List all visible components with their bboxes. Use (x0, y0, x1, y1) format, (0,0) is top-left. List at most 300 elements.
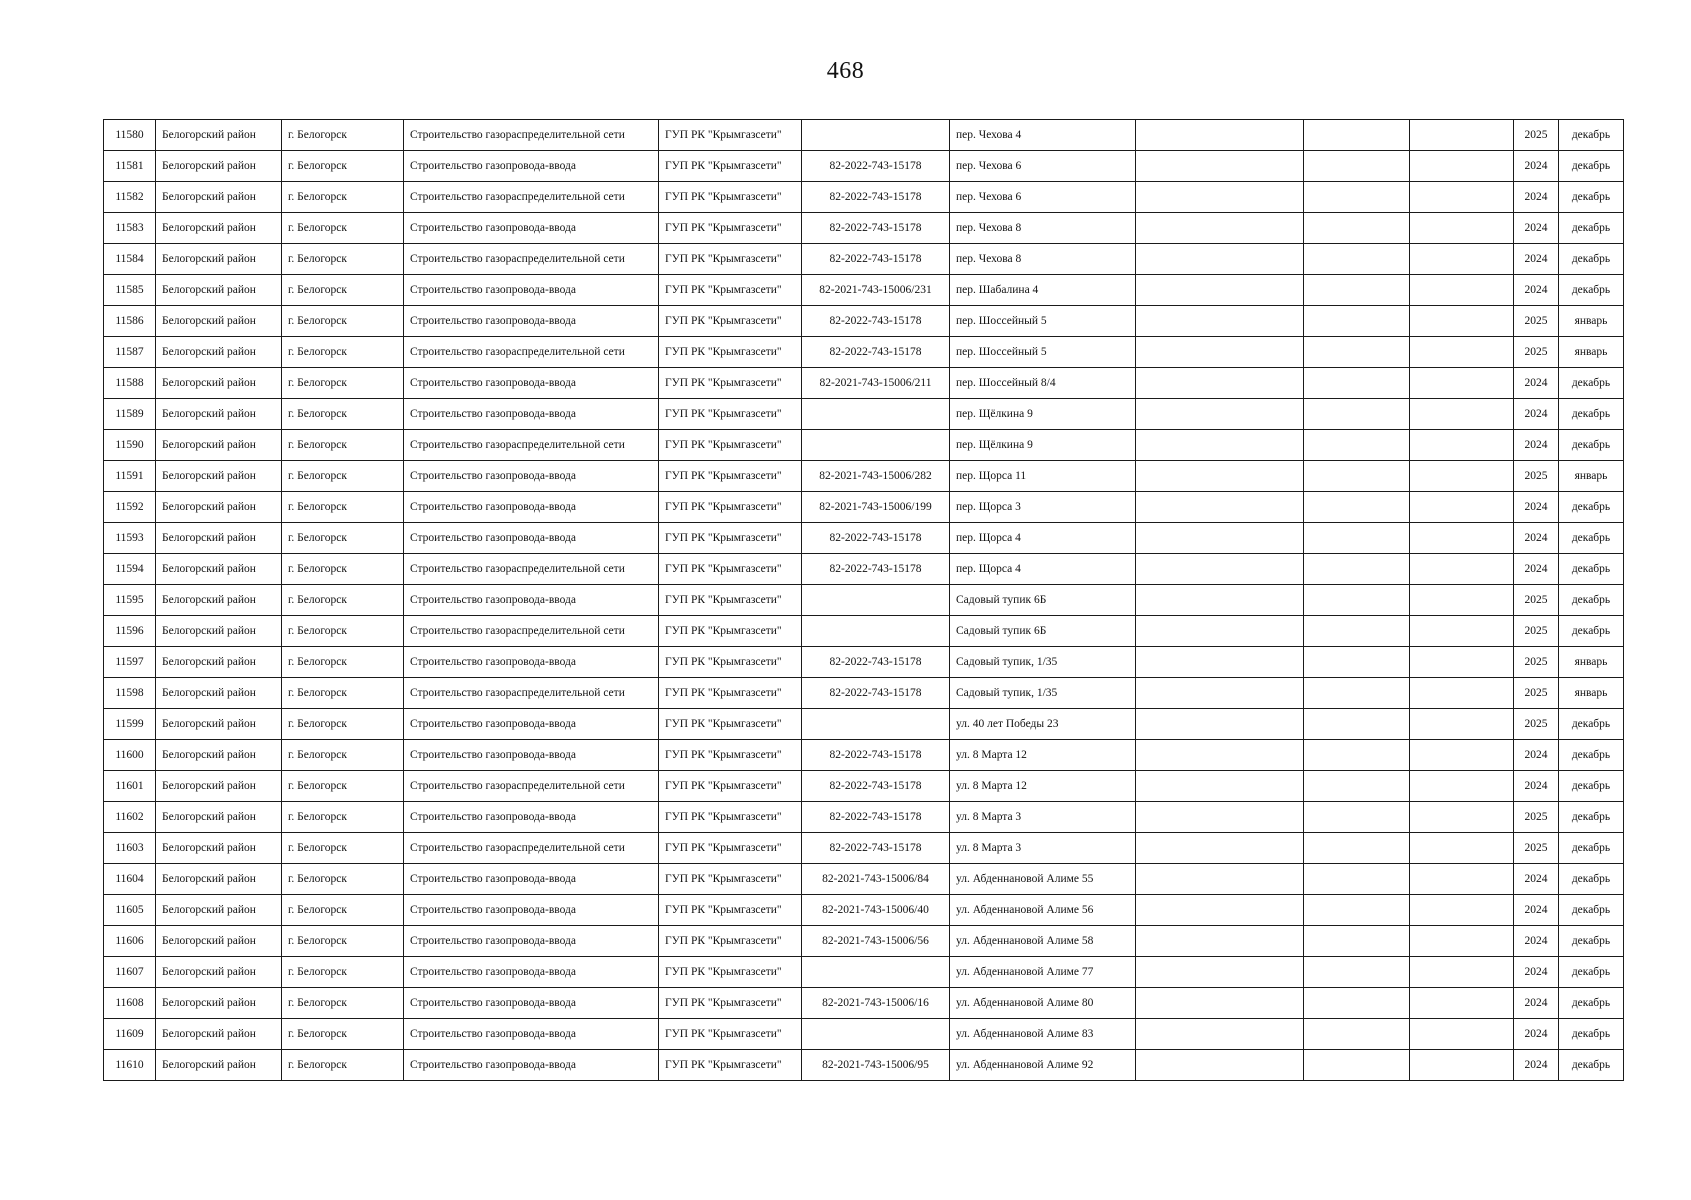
organization-cell: ГУП РК "Крымгазсети" (659, 244, 802, 275)
permit-number-cell: 82-2021-743-15006/282 (802, 461, 950, 492)
record-number-cell: 11603 (104, 833, 156, 864)
organization-cell: ГУП РК "Крымгазсети" (659, 1019, 802, 1050)
table-row (104, 151, 1624, 182)
blank-cell-3 (1410, 182, 1514, 213)
city-cell: г. Белогорск (282, 244, 404, 275)
address-cell: пер. Чехова 6 (950, 151, 1136, 182)
blank-cell-1 (1136, 864, 1304, 895)
address-cell: пер. Щёлкина 9 (950, 430, 1136, 461)
month-cell: декабрь (1559, 213, 1624, 244)
blank-cell-2 (1304, 895, 1410, 926)
address-cell: ул. 8 Марта 3 (950, 833, 1136, 864)
blank-cell-2 (1304, 585, 1410, 616)
district-cell: Белогорский район (156, 740, 282, 771)
work-type-cell: Строительство газораспределительной сети (404, 182, 659, 213)
table-row (104, 368, 1624, 399)
table-row (104, 740, 1624, 771)
permit-number-cell (802, 616, 950, 647)
permit-number-cell: 82-2022-743-15178 (802, 151, 950, 182)
district-cell: Белогорский район (156, 1050, 282, 1081)
city-cell: г. Белогорск (282, 709, 404, 740)
work-type-cell: Строительство газопровода-ввода (404, 523, 659, 554)
work-type-cell: Строительство газопровода-ввода (404, 1050, 659, 1081)
blank-cell-3 (1410, 275, 1514, 306)
record-number-cell: 11590 (104, 430, 156, 461)
address-cell: ул. 8 Марта 3 (950, 802, 1136, 833)
blank-cell-2 (1304, 833, 1410, 864)
district-cell: Белогорский район (156, 864, 282, 895)
organization-cell: ГУП РК "Крымгазсети" (659, 771, 802, 802)
address-cell: Садовый тупик 6Б (950, 616, 1136, 647)
blank-cell-2 (1304, 616, 1410, 647)
district-cell: Белогорский район (156, 895, 282, 926)
work-type-cell: Строительство газораспределительной сети (404, 244, 659, 275)
record-number-cell: 11604 (104, 864, 156, 895)
blank-cell-3 (1410, 771, 1514, 802)
record-number-cell: 11594 (104, 554, 156, 585)
table-row (104, 182, 1624, 213)
district-cell: Белогорский район (156, 430, 282, 461)
district-cell: Белогорский район (156, 182, 282, 213)
organization-cell: ГУП РК "Крымгазсети" (659, 275, 802, 306)
record-number-cell: 11586 (104, 306, 156, 337)
blank-cell-2 (1304, 461, 1410, 492)
blank-cell-2 (1304, 802, 1410, 833)
blank-cell-2 (1304, 275, 1410, 306)
table-row (104, 864, 1624, 895)
blank-cell-1 (1136, 926, 1304, 957)
record-number-cell: 11595 (104, 585, 156, 616)
permit-number-cell: 82-2022-743-15178 (802, 740, 950, 771)
city-cell: г. Белогорск (282, 1019, 404, 1050)
blank-cell-1 (1136, 709, 1304, 740)
record-number-cell: 11592 (104, 492, 156, 523)
organization-cell: ГУП РК "Крымгазсети" (659, 554, 802, 585)
city-cell: г. Белогорск (282, 647, 404, 678)
permit-number-cell: 82-2022-743-15178 (802, 213, 950, 244)
permit-number-cell: 82-2021-743-15006/211 (802, 368, 950, 399)
month-cell: декабрь (1559, 616, 1624, 647)
blank-cell-1 (1136, 585, 1304, 616)
table-row (104, 988, 1624, 1019)
city-cell: г. Белогорск (282, 926, 404, 957)
address-cell: ул. Абденнановой Алиме 56 (950, 895, 1136, 926)
blank-cell-3 (1410, 430, 1514, 461)
district-cell: Белогорский район (156, 151, 282, 182)
record-number-cell: 11584 (104, 244, 156, 275)
month-cell: декабрь (1559, 399, 1624, 430)
blank-cell-3 (1410, 1019, 1514, 1050)
work-type-cell: Строительство газораспределительной сети (404, 616, 659, 647)
table-row (104, 430, 1624, 461)
city-cell: г. Белогорск (282, 523, 404, 554)
table-row (104, 709, 1624, 740)
district-cell: Белогорский район (156, 678, 282, 709)
permit-number-cell: 82-2022-743-15178 (802, 337, 950, 368)
work-type-cell: Строительство газопровода-ввода (404, 461, 659, 492)
table-row (104, 306, 1624, 337)
organization-cell: ГУП РК "Крымгазсети" (659, 213, 802, 244)
month-cell: декабрь (1559, 833, 1624, 864)
district-cell: Белогорский район (156, 461, 282, 492)
year-cell: 2025 (1514, 647, 1559, 678)
month-cell: декабрь (1559, 430, 1624, 461)
city-cell: г. Белогорск (282, 492, 404, 523)
year-cell: 2025 (1514, 461, 1559, 492)
blank-cell-2 (1304, 213, 1410, 244)
year-cell: 2024 (1514, 957, 1559, 988)
address-cell: пер. Шабалина 4 (950, 275, 1136, 306)
month-cell: декабрь (1559, 864, 1624, 895)
table-row (104, 957, 1624, 988)
blank-cell-3 (1410, 244, 1514, 275)
organization-cell: ГУП РК "Крымгазсети" (659, 461, 802, 492)
month-cell: декабрь (1559, 585, 1624, 616)
address-cell: пер. Щёлкина 9 (950, 399, 1136, 430)
year-cell: 2024 (1514, 523, 1559, 554)
blank-cell-3 (1410, 647, 1514, 678)
record-number-cell: 11598 (104, 678, 156, 709)
blank-cell-1 (1136, 647, 1304, 678)
table-row (104, 895, 1624, 926)
table-row (104, 1019, 1624, 1050)
work-type-cell: Строительство газораспределительной сети (404, 430, 659, 461)
table-row (104, 523, 1624, 554)
permit-number-cell: 82-2022-743-15178 (802, 647, 950, 678)
district-cell: Белогорский район (156, 616, 282, 647)
city-cell: г. Белогорск (282, 771, 404, 802)
address-cell: Садовый тупик 6Б (950, 585, 1136, 616)
month-cell: январь (1559, 461, 1624, 492)
district-cell: Белогорский район (156, 647, 282, 678)
table-row (104, 492, 1624, 523)
district-cell: Белогорский район (156, 399, 282, 430)
organization-cell: ГУП РК "Крымгазсети" (659, 430, 802, 461)
blank-cell-2 (1304, 182, 1410, 213)
month-cell: декабрь (1559, 275, 1624, 306)
address-cell: Садовый тупик, 1/35 (950, 647, 1136, 678)
blank-cell-3 (1410, 988, 1514, 1019)
district-cell: Белогорский район (156, 833, 282, 864)
year-cell: 2024 (1514, 554, 1559, 585)
month-cell: декабрь (1559, 1050, 1624, 1081)
page-number: 468 (826, 58, 865, 84)
blank-cell-1 (1136, 244, 1304, 275)
district-cell: Белогорский район (156, 957, 282, 988)
record-number-cell: 11609 (104, 1019, 156, 1050)
blank-cell-1 (1136, 275, 1304, 306)
work-type-cell: Строительство газораспределительной сети (404, 554, 659, 585)
year-cell: 2025 (1514, 616, 1559, 647)
blank-cell-2 (1304, 306, 1410, 337)
blank-cell-1 (1136, 988, 1304, 1019)
work-type-cell: Строительство газопровода-ввода (404, 864, 659, 895)
address-cell: Садовый тупик, 1/35 (950, 678, 1136, 709)
address-cell: ул. Абденнановой Алиме 58 (950, 926, 1136, 957)
work-type-cell: Строительство газопровода-ввода (404, 895, 659, 926)
table-row (104, 399, 1624, 430)
month-cell: декабрь (1559, 1019, 1624, 1050)
blank-cell-1 (1136, 368, 1304, 399)
table-row (104, 771, 1624, 802)
table-row (104, 244, 1624, 275)
month-cell: декабрь (1559, 740, 1624, 771)
organization-cell: ГУП РК "Крымгазсети" (659, 616, 802, 647)
blank-cell-1 (1136, 337, 1304, 368)
blank-cell-2 (1304, 244, 1410, 275)
organization-cell: ГУП РК "Крымгазсети" (659, 399, 802, 430)
organization-cell: ГУП РК "Крымгазсети" (659, 647, 802, 678)
record-number-cell: 11580 (104, 120, 156, 151)
organization-cell: ГУП РК "Крымгазсети" (659, 151, 802, 182)
blank-cell-3 (1410, 523, 1514, 554)
month-cell: декабрь (1559, 709, 1624, 740)
address-cell: пер. Щорса 3 (950, 492, 1136, 523)
organization-cell: ГУП РК "Крымгазсети" (659, 585, 802, 616)
city-cell: г. Белогорск (282, 895, 404, 926)
blank-cell-1 (1136, 1019, 1304, 1050)
district-cell: Белогорский район (156, 926, 282, 957)
blank-cell-1 (1136, 523, 1304, 554)
year-cell: 2024 (1514, 864, 1559, 895)
blank-cell-2 (1304, 492, 1410, 523)
blank-cell-2 (1304, 120, 1410, 151)
district-cell: Белогорский район (156, 492, 282, 523)
blank-cell-3 (1410, 492, 1514, 523)
permit-number-cell: 82-2022-743-15178 (802, 802, 950, 833)
organization-cell: ГУП РК "Крымгазсети" (659, 120, 802, 151)
month-cell: декабрь (1559, 802, 1624, 833)
record-number-cell: 11593 (104, 523, 156, 554)
record-number-cell: 11599 (104, 709, 156, 740)
city-cell: г. Белогорск (282, 399, 404, 430)
month-cell: декабрь (1559, 523, 1624, 554)
address-cell: ул. 8 Марта 12 (950, 740, 1136, 771)
table-row (104, 461, 1624, 492)
month-cell: декабрь (1559, 151, 1624, 182)
city-cell: г. Белогорск (282, 306, 404, 337)
permit-number-cell: 82-2022-743-15178 (802, 182, 950, 213)
district-cell: Белогорский район (156, 1019, 282, 1050)
organization-cell: ГУП РК "Крымгазсети" (659, 864, 802, 895)
address-cell: ул. Абденнановой Алиме 83 (950, 1019, 1136, 1050)
work-type-cell: Строительство газораспределительной сети (404, 678, 659, 709)
registry-body (104, 120, 1624, 1081)
table-row (104, 926, 1624, 957)
address-cell: пер. Щорса 11 (950, 461, 1136, 492)
work-type-cell: Строительство газопровода-ввода (404, 368, 659, 399)
organization-cell: ГУП РК "Крымгазсети" (659, 678, 802, 709)
permit-number-cell: 82-2021-743-15006/16 (802, 988, 950, 1019)
organization-cell: ГУП РК "Крымгазсети" (659, 895, 802, 926)
blank-cell-2 (1304, 151, 1410, 182)
blank-cell-3 (1410, 1050, 1514, 1081)
permit-number-cell: 82-2021-743-15006/56 (802, 926, 950, 957)
blank-cell-1 (1136, 895, 1304, 926)
district-cell: Белогорский район (156, 771, 282, 802)
blank-cell-3 (1410, 740, 1514, 771)
table-row (104, 802, 1624, 833)
month-cell: январь (1559, 678, 1624, 709)
blank-cell-3 (1410, 120, 1514, 151)
blank-cell-1 (1136, 151, 1304, 182)
blank-cell-2 (1304, 399, 1410, 430)
district-cell: Белогорский район (156, 554, 282, 585)
city-cell: г. Белогорск (282, 678, 404, 709)
address-cell: пер. Чехова 6 (950, 182, 1136, 213)
blank-cell-3 (1410, 306, 1514, 337)
table-row (104, 213, 1624, 244)
district-cell: Белогорский район (156, 244, 282, 275)
year-cell: 2024 (1514, 988, 1559, 1019)
blank-cell-2 (1304, 430, 1410, 461)
address-cell: пер. Щорса 4 (950, 523, 1136, 554)
work-type-cell: Строительство газопровода-ввода (404, 151, 659, 182)
organization-cell: ГУП РК "Крымгазсети" (659, 182, 802, 213)
address-cell: ул. Абденнановой Алиме 92 (950, 1050, 1136, 1081)
year-cell: 2025 (1514, 802, 1559, 833)
blank-cell-1 (1136, 120, 1304, 151)
year-cell: 2024 (1514, 182, 1559, 213)
table-row (104, 120, 1624, 151)
blank-cell-3 (1410, 337, 1514, 368)
record-number-cell: 11596 (104, 616, 156, 647)
address-cell: пер. Шоссейный 5 (950, 337, 1136, 368)
city-cell: г. Белогорск (282, 430, 404, 461)
record-number-cell: 11601 (104, 771, 156, 802)
record-number-cell: 11600 (104, 740, 156, 771)
city-cell: г. Белогорск (282, 740, 404, 771)
district-cell: Белогорский район (156, 988, 282, 1019)
permit-number-cell: 82-2021-743-15006/231 (802, 275, 950, 306)
year-cell: 2024 (1514, 151, 1559, 182)
record-number-cell: 11588 (104, 368, 156, 399)
table-row (104, 647, 1624, 678)
blank-cell-1 (1136, 771, 1304, 802)
organization-cell: ГУП РК "Крымгазсети" (659, 368, 802, 399)
permit-number-cell (802, 585, 950, 616)
blank-cell-3 (1410, 616, 1514, 647)
address-cell: ул. Абденнановой Алиме 80 (950, 988, 1136, 1019)
month-cell: январь (1559, 306, 1624, 337)
blank-cell-1 (1136, 833, 1304, 864)
permit-number-cell: 82-2022-743-15178 (802, 523, 950, 554)
year-cell: 2025 (1514, 709, 1559, 740)
address-cell: ул. 40 лет Победы 23 (950, 709, 1136, 740)
permit-number-cell: 82-2022-743-15178 (802, 678, 950, 709)
blank-cell-3 (1410, 802, 1514, 833)
city-cell: г. Белогорск (282, 864, 404, 895)
blank-cell-2 (1304, 1019, 1410, 1050)
month-cell: декабрь (1559, 895, 1624, 926)
month-cell: декабрь (1559, 926, 1624, 957)
address-cell: пер. Чехова 8 (950, 244, 1136, 275)
year-cell: 2025 (1514, 337, 1559, 368)
month-cell: декабрь (1559, 492, 1624, 523)
table-row (104, 833, 1624, 864)
district-cell: Белогорский район (156, 337, 282, 368)
blank-cell-1 (1136, 306, 1304, 337)
blank-cell-3 (1410, 399, 1514, 430)
organization-cell: ГУП РК "Крымгазсети" (659, 1050, 802, 1081)
organization-cell: ГУП РК "Крымгазсети" (659, 709, 802, 740)
blank-cell-3 (1410, 554, 1514, 585)
city-cell: г. Белогорск (282, 802, 404, 833)
record-number-cell: 11608 (104, 988, 156, 1019)
address-cell: пер. Шоссейный 8/4 (950, 368, 1136, 399)
blank-cell-1 (1136, 616, 1304, 647)
year-cell: 2024 (1514, 771, 1559, 802)
blank-cell-2 (1304, 368, 1410, 399)
year-cell: 2024 (1514, 430, 1559, 461)
district-cell: Белогорский район (156, 213, 282, 244)
city-cell: г. Белогорск (282, 213, 404, 244)
blank-cell-1 (1136, 213, 1304, 244)
blank-cell-3 (1410, 926, 1514, 957)
registry-table (103, 119, 1624, 1081)
permit-number-cell: 82-2022-743-15178 (802, 244, 950, 275)
blank-cell-3 (1410, 585, 1514, 616)
work-type-cell: Строительство газораспределительной сети (404, 771, 659, 802)
blank-cell-1 (1136, 740, 1304, 771)
record-number-cell: 11581 (104, 151, 156, 182)
record-number-cell: 11607 (104, 957, 156, 988)
blank-cell-2 (1304, 554, 1410, 585)
year-cell: 2025 (1514, 120, 1559, 151)
blank-cell-3 (1410, 895, 1514, 926)
year-cell: 2024 (1514, 492, 1559, 523)
permit-number-cell: 82-2022-743-15178 (802, 554, 950, 585)
city-cell: г. Белогорск (282, 461, 404, 492)
address-cell: пер. Щорса 4 (950, 554, 1136, 585)
organization-cell: ГУП РК "Крымгазсети" (659, 833, 802, 864)
city-cell: г. Белогорск (282, 151, 404, 182)
address-cell: ул. Абденнановой Алиме 55 (950, 864, 1136, 895)
year-cell: 2024 (1514, 1050, 1559, 1081)
permit-number-cell (802, 957, 950, 988)
record-number-cell: 11587 (104, 337, 156, 368)
blank-cell-2 (1304, 337, 1410, 368)
district-cell: Белогорский район (156, 802, 282, 833)
record-number-cell: 11606 (104, 926, 156, 957)
month-cell: декабрь (1559, 182, 1624, 213)
permit-number-cell (802, 709, 950, 740)
organization-cell: ГУП РК "Крымгазсети" (659, 523, 802, 554)
address-cell: ул. Абденнановой Алиме 77 (950, 957, 1136, 988)
table-row (104, 1050, 1624, 1081)
blank-cell-3 (1410, 833, 1514, 864)
work-type-cell: Строительство газопровода-ввода (404, 740, 659, 771)
work-type-cell: Строительство газопровода-ввода (404, 585, 659, 616)
blank-cell-2 (1304, 926, 1410, 957)
record-number-cell: 11583 (104, 213, 156, 244)
address-cell: пер. Чехова 8 (950, 213, 1136, 244)
blank-cell-3 (1410, 461, 1514, 492)
organization-cell: ГУП РК "Крымгазсети" (659, 988, 802, 1019)
district-cell: Белогорский район (156, 306, 282, 337)
work-type-cell: Строительство газопровода-ввода (404, 1019, 659, 1050)
blank-cell-2 (1304, 771, 1410, 802)
blank-cell-2 (1304, 1050, 1410, 1081)
organization-cell: ГУП РК "Крымгазсети" (659, 802, 802, 833)
blank-cell-3 (1410, 151, 1514, 182)
city-cell: г. Белогорск (282, 182, 404, 213)
work-type-cell: Строительство газопровода-ввода (404, 399, 659, 430)
blank-cell-3 (1410, 368, 1514, 399)
year-cell: 2024 (1514, 895, 1559, 926)
blank-cell-1 (1136, 678, 1304, 709)
work-type-cell: Строительство газопровода-ввода (404, 275, 659, 306)
